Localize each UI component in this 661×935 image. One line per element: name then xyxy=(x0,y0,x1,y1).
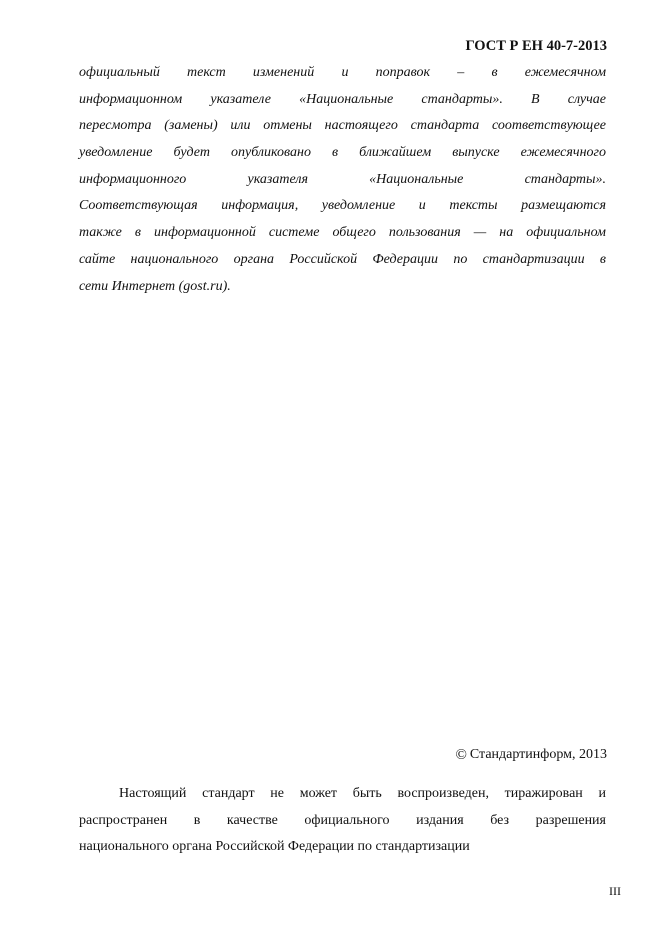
notice-paragraph xyxy=(79,60,606,300)
copyright-text: Стандартинформ, 2013 xyxy=(469,747,607,762)
notice-line: уведомление будет опубликовано в ближайшем выпуске ежемесячного xyxy=(79,145,606,161)
notice-line: официальный текст изменений и поправок – в ежемесячном xyxy=(79,65,606,80)
rights-line: распространен в качестве официального издания без разрешения xyxy=(79,812,606,828)
rights-line: национального органа Российской Федерации по стандартизации xyxy=(79,839,470,854)
document-code-header: ГОСТ Р ЕН 40-7-2013 xyxy=(465,38,607,54)
notice-line: сайте национального органа Российской Федерации по стандартизации в xyxy=(79,251,606,267)
notice-line: информационном указателе «Национальные стандарты». В случае xyxy=(79,91,606,107)
rights-line: Настоящий стандарт не может быть воспроизведен, тиражирован и xyxy=(119,786,606,801)
notice-line: Соответствующая информация, уведомление и тексты размещаются xyxy=(79,198,606,214)
notice-line: информационного указателя «Национальные стандарты». xyxy=(79,171,606,187)
page-number: III xyxy=(609,884,621,898)
copyright-icon: © xyxy=(455,746,467,763)
notice-line: пересмотра (замены) или отмены настоящего стандарта соответствующее xyxy=(79,118,606,134)
copyright-line xyxy=(455,747,607,763)
notice-line: также в информационной системе общего пользования — на официальном xyxy=(79,225,606,241)
notice-line: сети Интернет (gost.ru). xyxy=(79,278,231,294)
rights-paragraph xyxy=(79,781,606,861)
